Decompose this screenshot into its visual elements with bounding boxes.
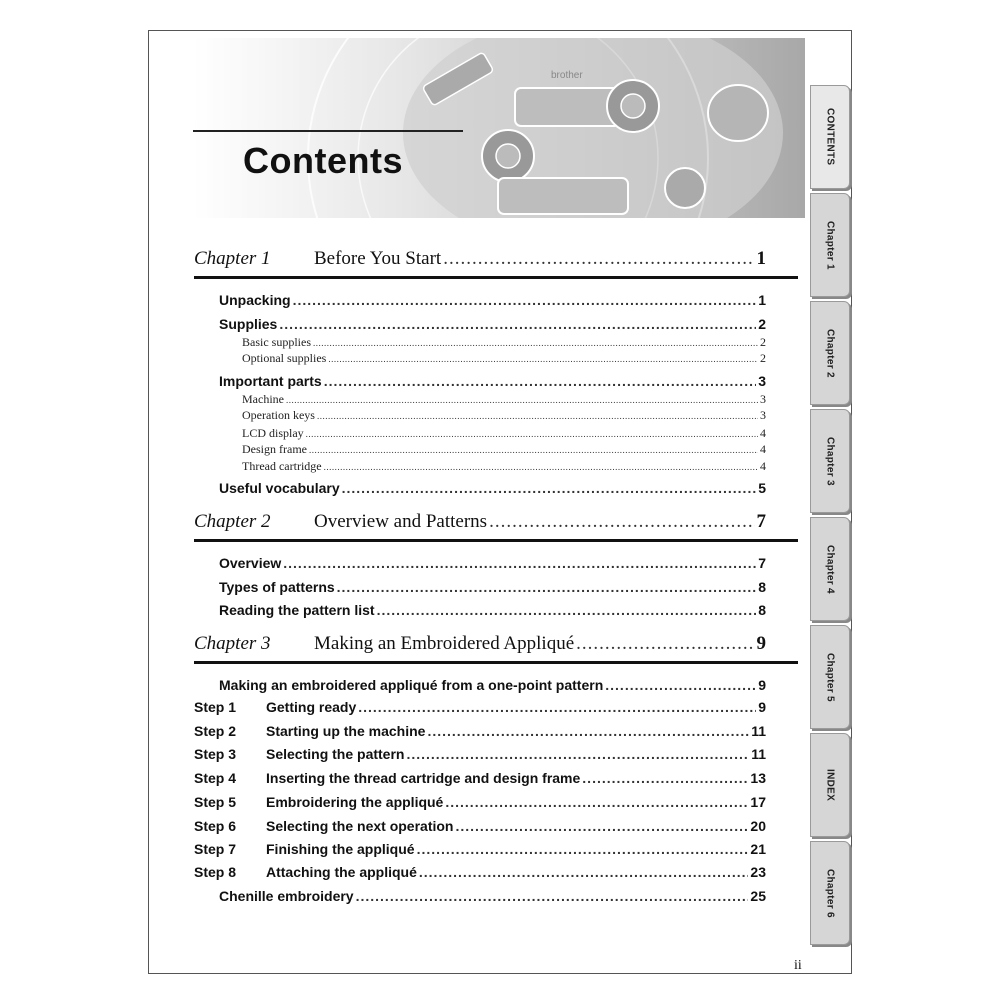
step-label: Step 8 — [194, 864, 237, 880]
page-title: Contents — [243, 140, 403, 181]
tab-label: Chapter 6 — [824, 868, 836, 918]
toc-step-1[interactable] — [194, 699, 766, 715]
toc-step-8[interactable] — [194, 864, 766, 880]
section-title: Useful vocabulary — [219, 480, 340, 496]
page-ref: 9 — [758, 677, 766, 693]
leader-dots — [283, 555, 756, 571]
leader-dots — [324, 462, 758, 472]
page-ref: 3 — [758, 373, 766, 389]
leader-dots — [417, 841, 749, 857]
chapter-label: Chapter 2 — [194, 511, 271, 532]
tab-chapter-3[interactable] — [810, 409, 850, 513]
chapter-title: Before You Start — [314, 248, 442, 269]
leader-dots — [489, 511, 754, 533]
page-ref: 25 — [750, 888, 766, 904]
toc-section-types-of-patterns[interactable] — [219, 579, 766, 595]
section-title: Supplies — [219, 316, 278, 332]
leader-dots — [337, 579, 757, 595]
page-ref: 2 — [758, 316, 766, 332]
leader-dots — [443, 248, 754, 270]
chapter-title: Making an Embroidered Appliqué — [314, 633, 575, 654]
toc-sub-optional-supplies[interactable] — [242, 351, 766, 366]
leader-dots — [356, 888, 749, 904]
section-title: Reading the pattern list — [219, 602, 375, 618]
toc-section-supplies[interactable] — [219, 316, 766, 332]
tab-label: INDEX — [824, 768, 836, 802]
page-ref: 5 — [758, 480, 766, 496]
leader-dots — [306, 429, 758, 439]
leader-dots — [406, 746, 749, 762]
section-title: Making an embroidered appliqué from a one-point pattern — [219, 677, 604, 693]
sub-title: Machine — [242, 392, 284, 406]
toc-chapter-1[interactable] — [194, 248, 766, 270]
step-label: Step 7 — [194, 841, 237, 857]
toc-section-making-applique[interactable] — [219, 677, 766, 693]
sub-title: Thread cartridge — [242, 459, 322, 473]
toc-section-overview[interactable] — [219, 555, 766, 571]
toc-section-chenille-embroidery[interactable] — [219, 888, 766, 904]
leader-dots — [293, 292, 757, 308]
chapter-title: Overview and Patterns — [314, 511, 488, 532]
leader-dots — [328, 354, 758, 364]
tab-chapter-2[interactable] — [810, 301, 850, 405]
step-label: Step 6 — [194, 818, 237, 834]
sub-title: Design frame — [242, 442, 307, 456]
toc-section-reading-pattern-list[interactable] — [219, 602, 766, 618]
step-title: Selecting the next operation — [266, 818, 454, 834]
page-ref: 4 — [760, 426, 766, 440]
chapter-label: Chapter 1 — [194, 248, 271, 269]
tab-label: Chapter 1 — [824, 220, 836, 270]
page-ref: 11 — [751, 746, 766, 762]
page-ref: 13 — [750, 770, 766, 786]
title-rule — [193, 130, 463, 132]
page-ref: 17 — [750, 794, 766, 810]
page-ref: 20 — [750, 818, 766, 834]
page-ref: 23 — [750, 864, 766, 880]
page-ref: 3 — [760, 392, 766, 406]
leader-dots — [377, 602, 757, 618]
chapter-rule — [194, 539, 798, 542]
page-ref: 7 — [756, 511, 766, 532]
leader-dots — [582, 770, 748, 786]
page-ref: 2 — [760, 335, 766, 349]
tab-chapter-4[interactable] — [810, 517, 850, 621]
section-title: Unpacking — [219, 292, 291, 308]
page-ref: 8 — [758, 602, 766, 618]
page-ref: 9 — [758, 699, 766, 715]
tab-label: Chapter 4 — [824, 544, 836, 594]
leader-dots — [324, 373, 757, 389]
toc-chapter-3[interactable] — [194, 633, 766, 655]
page-ref: 8 — [758, 579, 766, 595]
leader-dots — [286, 395, 758, 405]
step-title: Getting ready — [266, 699, 357, 715]
page-ref: 11 — [751, 723, 766, 739]
toc-chapter-2[interactable] — [194, 511, 766, 533]
toc-section-unpacking[interactable] — [219, 292, 766, 308]
sub-title: Basic supplies — [242, 335, 311, 349]
leader-dots — [427, 723, 749, 739]
toc-sub-thread-cartridge[interactable] — [242, 459, 766, 474]
chapter-rule — [194, 661, 798, 664]
step-label: Step 3 — [194, 746, 237, 762]
tab-chapter-1[interactable] — [810, 193, 850, 297]
page-ref: 1 — [758, 292, 766, 308]
tab-index[interactable] — [810, 733, 850, 837]
section-title: Types of patterns — [219, 579, 335, 595]
page-number: ii — [794, 958, 802, 973]
chapter-rule — [194, 276, 798, 279]
sub-title: Operation keys — [242, 408, 315, 422]
toc-sub-lcd-display[interactable] — [242, 426, 766, 441]
leader-dots — [309, 445, 758, 455]
step-title: Selecting the pattern — [266, 746, 405, 762]
leader-dots — [419, 864, 749, 880]
tab-contents[interactable] — [810, 85, 850, 189]
toc-step-5[interactable] — [194, 794, 766, 810]
tab-label: Chapter 3 — [824, 436, 836, 486]
tab-chapter-6[interactable] — [810, 841, 850, 945]
sub-title: Optional supplies — [242, 351, 327, 365]
leader-dots — [358, 699, 756, 715]
toc-step-3[interactable] — [194, 746, 766, 762]
page-ref: 21 — [750, 841, 766, 857]
header-machine-image — [193, 38, 805, 218]
toc-step-2[interactable] — [194, 723, 766, 739]
toc-step-7[interactable] — [194, 841, 766, 857]
page-ref: 4 — [760, 442, 766, 456]
step-title: Embroidering the appliqué — [266, 794, 444, 810]
step-title: Inserting the thread cartridge and design frame — [266, 770, 581, 786]
leader-dots — [279, 316, 756, 332]
page-ref: 7 — [758, 555, 766, 571]
step-title: Finishing the appliqué — [266, 841, 415, 857]
toc-sub-operation-keys[interactable] — [242, 408, 766, 423]
toc-section-useful-vocabulary[interactable] — [219, 480, 766, 496]
step-label: Step 4 — [194, 770, 237, 786]
tab-label: Chapter 5 — [824, 652, 836, 702]
toc-sub-basic-supplies[interactable] — [242, 335, 766, 350]
leader-dots — [313, 338, 758, 348]
step-title: Starting up the machine — [266, 723, 426, 739]
chapter-label: Chapter 3 — [194, 633, 271, 654]
section-title: Chenille embroidery — [219, 888, 354, 904]
leader-dots — [317, 411, 758, 421]
leader-dots — [455, 818, 748, 834]
tab-chapter-5[interactable] — [810, 625, 850, 729]
tab-label: Chapter 2 — [824, 328, 836, 378]
toc-step-6[interactable] — [194, 818, 766, 834]
section-title: Overview — [219, 555, 282, 571]
page-ref: 9 — [756, 633, 766, 654]
toc-sub-machine[interactable] — [242, 392, 766, 407]
leader-dots — [576, 633, 754, 655]
leader-dots — [445, 794, 748, 810]
section-title: Important parts — [219, 373, 322, 389]
toc-sub-design-frame[interactable] — [242, 442, 766, 457]
sub-title: LCD display — [242, 426, 304, 440]
brand-logo-text: brother — [551, 70, 583, 81]
step-label: Step 1 — [194, 699, 237, 715]
page-ref: 1 — [756, 248, 766, 269]
step-title: Attaching the appliqué — [266, 864, 417, 880]
step-label: Step 2 — [194, 723, 237, 739]
leader-dots — [605, 677, 756, 693]
page-ref: 4 — [760, 459, 766, 473]
page-ref: 3 — [760, 408, 766, 422]
page-ref: 2 — [760, 351, 766, 365]
toc-section-important-parts[interactable] — [219, 373, 766, 389]
tab-label: CONTENTS — [824, 108, 836, 166]
step-label: Step 5 — [194, 794, 237, 810]
leader-dots — [342, 480, 757, 496]
toc-step-4[interactable] — [194, 770, 766, 786]
